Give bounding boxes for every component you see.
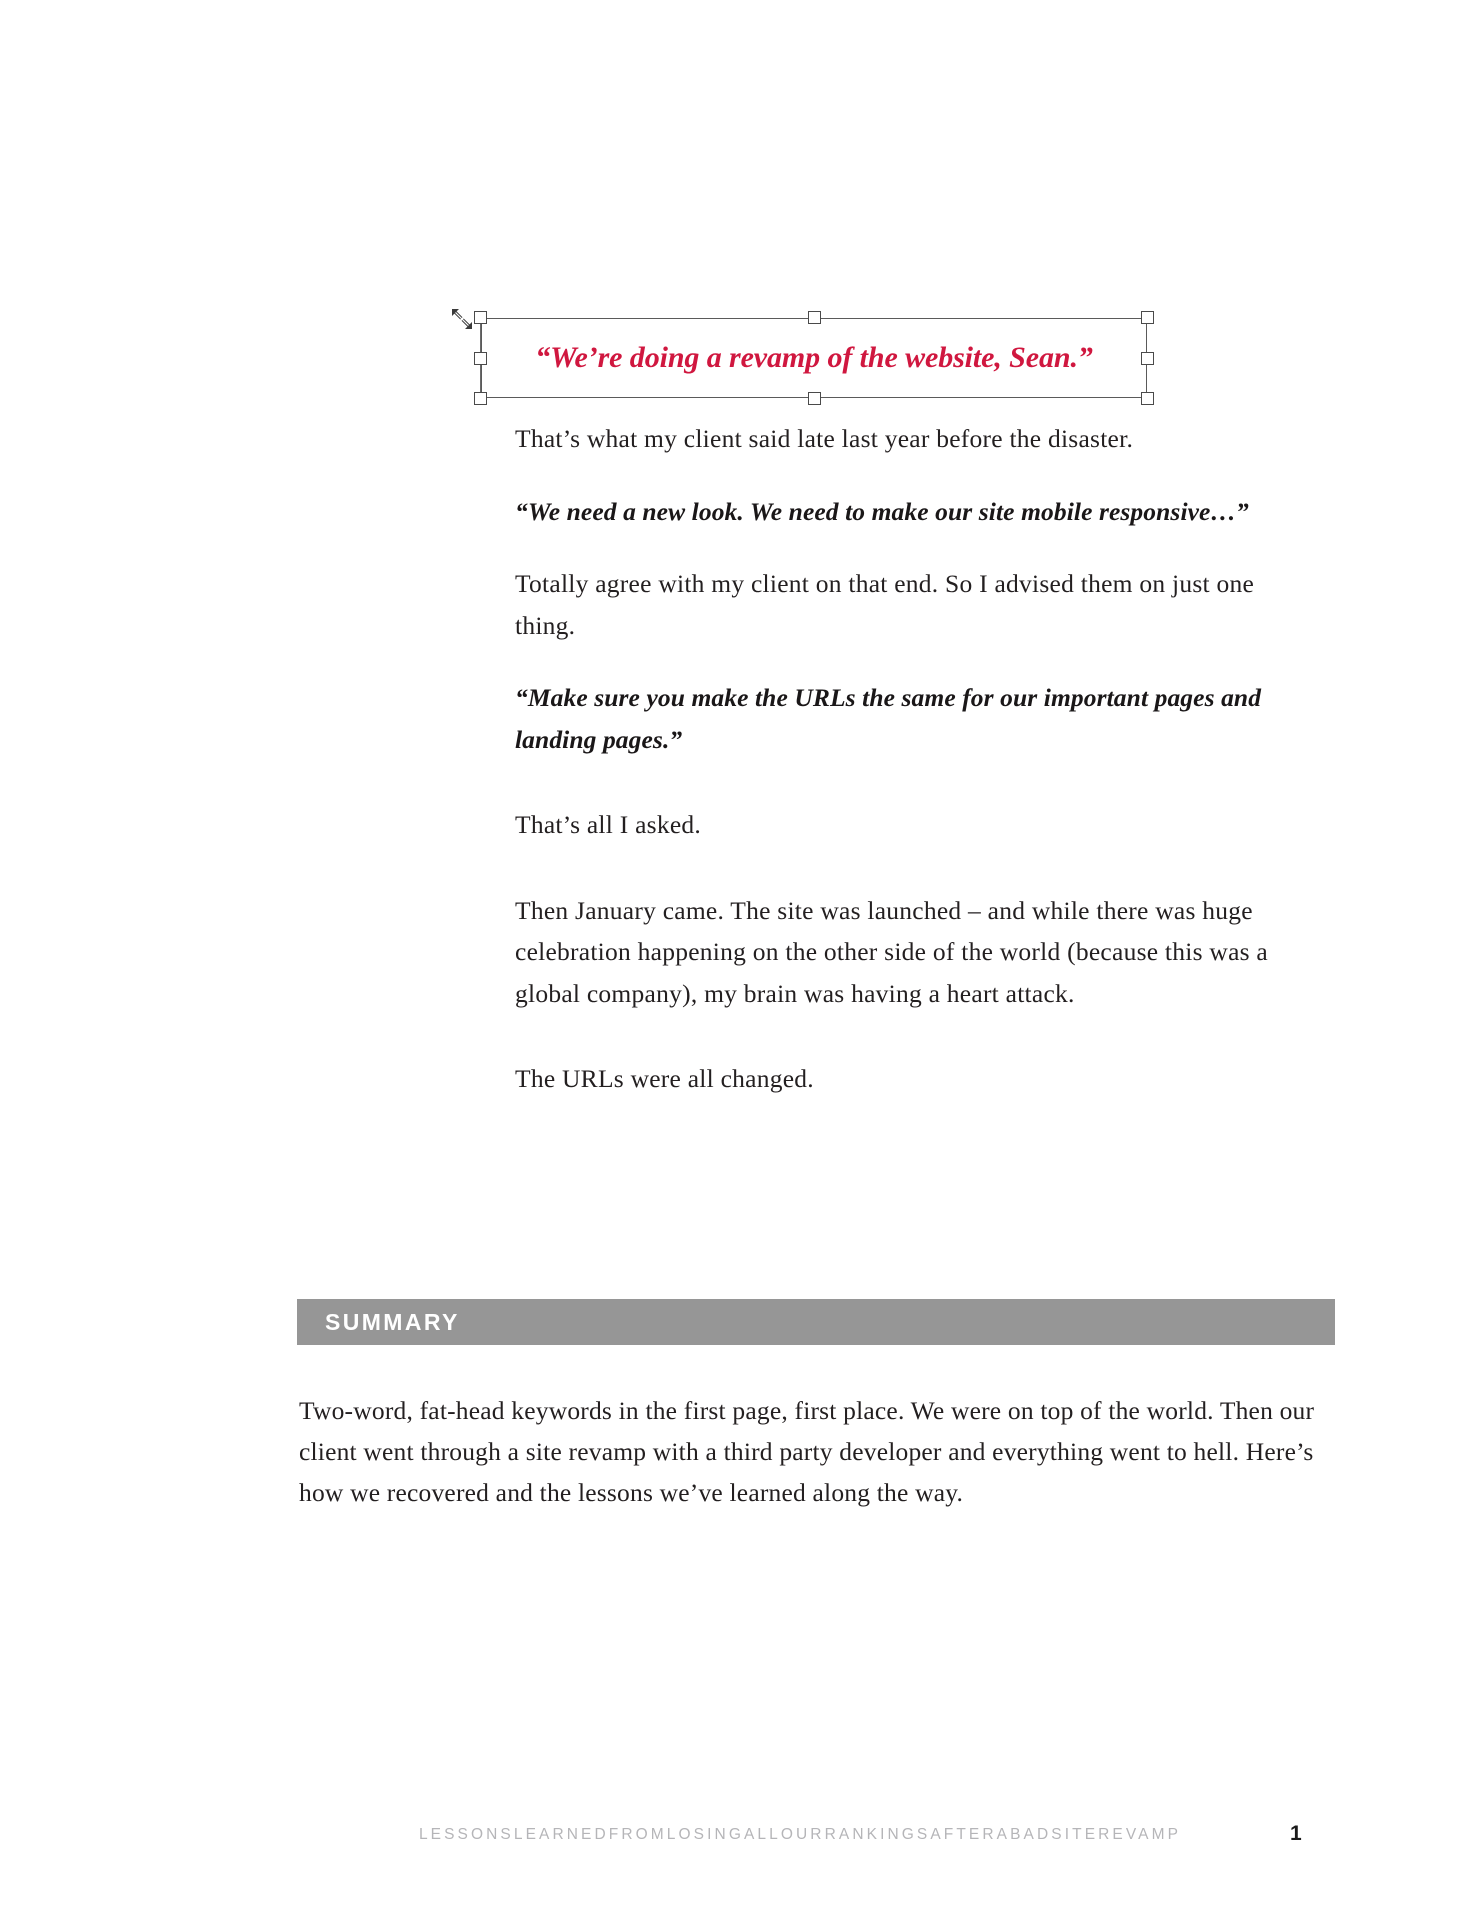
body-paragraph: That’s what my client said late last year before the disaster.: [515, 424, 1134, 453]
body-text-column: [515, 418, 1315, 1131]
diagonal-resize-cursor-icon: [449, 306, 475, 332]
body-paragraph: Then January came. The site was launched – and while there was huge celebration happening on the other side of the world (because this was a global company), my brain was having a heart attack.: [515, 895, 1269, 1008]
resize-handle-top-left[interactable]: [474, 311, 487, 324]
pullquote-paragraph: “We need a new look. We need to make our site mobile responsive…”: [515, 496, 1249, 526]
body-paragraph: The URLs were all changed.: [515, 1064, 814, 1093]
resize-handle-bottom-right[interactable]: [1141, 392, 1154, 405]
summary-section-bar: [297, 1299, 1335, 1345]
resize-handle-middle-left[interactable]: [474, 352, 487, 365]
footer-running-title: LESSONSLEARNEDFROMLOSINGALLOURRANKINGSAFTERABADSITEREVAMP: [418, 1826, 1182, 1843]
resize-handle-middle-right[interactable]: [1141, 352, 1154, 365]
resize-handle-bottom-left[interactable]: [474, 392, 487, 405]
page-number: 1: [1290, 1822, 1302, 1845]
resize-handle-top-center[interactable]: [808, 311, 821, 324]
body-paragraph: Totally agree with my client on that end. So I advised them on just one thing.: [515, 569, 1255, 640]
resize-handle-bottom-center[interactable]: [808, 392, 821, 405]
resize-handle-top-right[interactable]: [1141, 311, 1154, 324]
red-pullquote-heading[interactable]: “We’re doing a revamp of the website, Sean.”: [535, 341, 1093, 374]
summary-label: SUMMARY: [325, 1308, 460, 1335]
pullquote-paragraph: “Make sure you make the URLs the same for our important pages and landing pages.”: [515, 683, 1262, 754]
page-footer: [0, 1820, 1484, 1860]
body-paragraph: That’s all I asked.: [515, 810, 702, 839]
summary-paragraph: Two-word, fat-head keywords in the first page, first place. We were on top of the world. Then our client went through a site revamp with a third party developer and everything went to hell. Here’s how we recovered and the lessons we’ve learned along the way.: [299, 1396, 1315, 1507]
text-frame-selection[interactable]: [481, 318, 1147, 398]
